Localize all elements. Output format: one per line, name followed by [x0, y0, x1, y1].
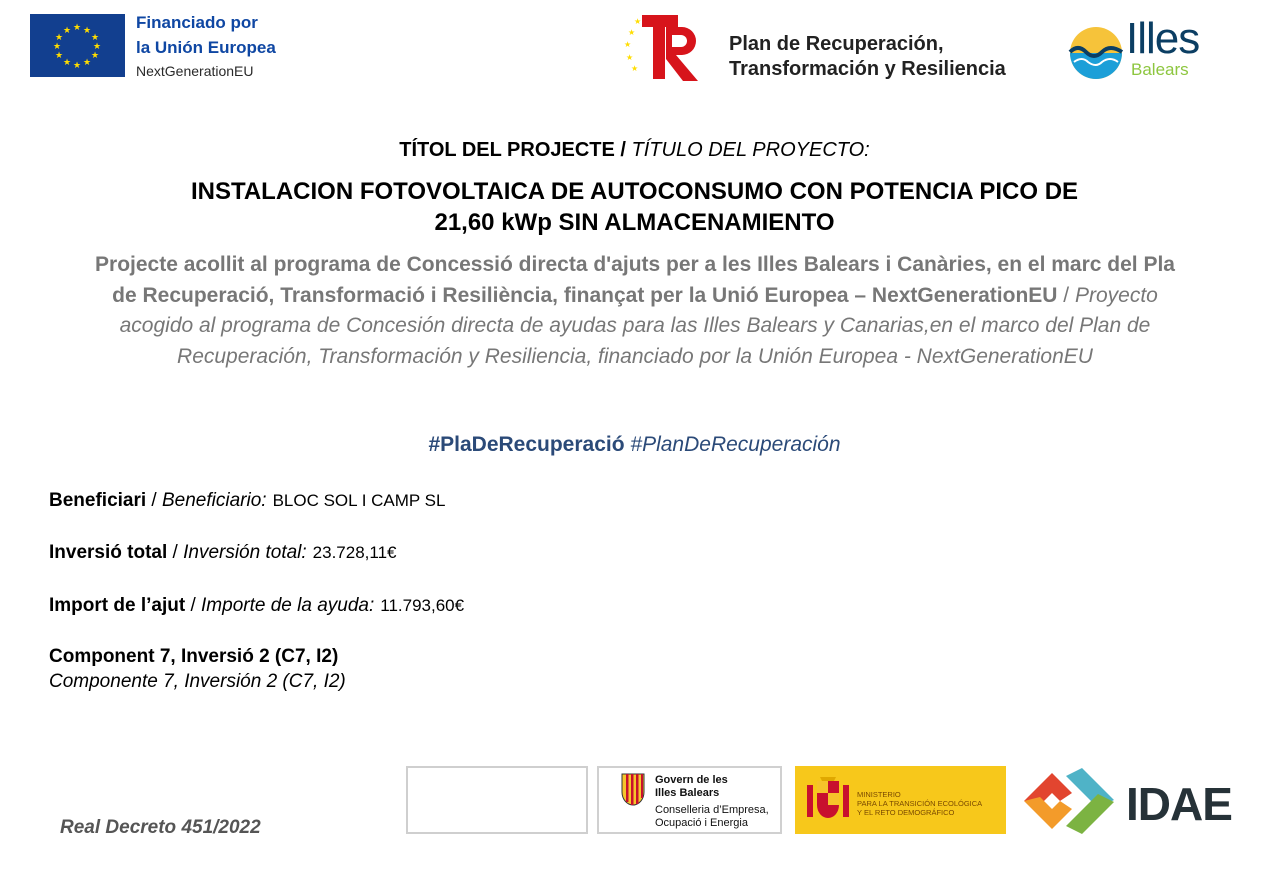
- eu-funding-line1: Financiado por: [136, 13, 258, 32]
- aid-label-es: Importe de la ayuda:: [201, 595, 375, 616]
- hashtag-es: #PlanDeRecuperación: [630, 433, 841, 456]
- recovery-plan-logo-icon: [622, 13, 710, 83]
- eu-funding-line3: NextGenerationEU: [136, 63, 254, 79]
- govern-line4: Ocupació i Energia: [655, 817, 748, 829]
- idae-logo-icon: [1022, 766, 1122, 836]
- program-description: [80, 250, 1190, 372]
- svg-text:★: ★: [82, 26, 92, 36]
- component-ca: Component 7, Inversió 2 (C7, I2): [49, 646, 339, 667]
- project-title-line2: 21,60 kWp SIN ALMACENAMIENTO: [434, 209, 835, 236]
- title-label-separator: /: [614, 139, 632, 161]
- spanish-coat-of-arms-icon: [805, 775, 851, 825]
- illes-balears-subtitle: Balears: [1131, 60, 1189, 79]
- component-es: Componente 7, Inversión 2 (C7, I2): [49, 671, 346, 692]
- investment-value: 23.728,11€: [312, 543, 397, 562]
- svg-text:★: ★: [90, 51, 100, 61]
- svg-text:★: ★: [54, 51, 64, 61]
- idae-wordmark: IDAE: [1126, 778, 1232, 830]
- aid-value: 11.793,60€: [380, 596, 465, 615]
- investment-label-es: Inversión total:: [183, 542, 307, 563]
- govern-line3: Conselleria d’Empresa,: [655, 804, 769, 816]
- illes-balears-title: Illes: [1126, 14, 1200, 63]
- svg-text:★: ★: [92, 42, 102, 52]
- decree-reference: Real Decreto 451/2022: [60, 817, 261, 838]
- aid-row: Import de l’ajut / Importe de la ayuda: 11.793,60€: [49, 595, 465, 616]
- svg-text:★: ★: [72, 23, 82, 33]
- svg-text:★: ★: [626, 53, 634, 62]
- eu-flag-icon: [30, 14, 125, 77]
- beneficiary-row: Beneficiari / Beneficiario: BLOC SOL I CAMP SL: [49, 490, 446, 511]
- project-title-label: [0, 139, 1269, 162]
- svg-text:★: ★: [62, 26, 72, 36]
- investment-label-ca: Inversió total: [49, 542, 168, 563]
- hashtags: [0, 433, 1269, 457]
- svg-text:★: ★: [82, 58, 92, 68]
- govern-line1: Govern de les: [655, 774, 728, 786]
- svg-text:★: ★: [54, 33, 64, 43]
- eu-funding-line2: la Unión Europea: [136, 38, 276, 57]
- svg-text:★: ★: [72, 61, 82, 71]
- svg-text:★: ★: [634, 17, 642, 26]
- govern-illes-balears-logo: [597, 766, 782, 834]
- project-title: [0, 176, 1269, 238]
- hashtag-ca: #PlaDeRecuperació: [428, 433, 625, 456]
- recovery-plan-line2: Transformación y Resiliencia: [729, 58, 1006, 80]
- ministry-line3: Y EL RETO DEMOGRÁFICO: [857, 808, 955, 817]
- ministry-line2: PARA LA TRANSICIÓN ECOLÓGICA: [857, 799, 983, 808]
- svg-text:★: ★: [628, 28, 636, 37]
- aid-label-ca: Import de l’ajut: [49, 595, 186, 616]
- svg-text:★: ★: [52, 42, 62, 52]
- project-title-line1: INSTALACION FOTOVOLTAICA DE AUTOCONSUMO CON POTENCIA PICO DE: [190, 178, 1079, 205]
- investment-row: Inversió total / Inversión total: 23.728,11€: [49, 542, 397, 563]
- svg-text:★: ★: [631, 64, 639, 73]
- title-label-ca: TÍTOL DEL PROJECTE: [399, 139, 615, 161]
- govern-line2: Illes Balears: [655, 787, 720, 799]
- beneficiary-value: BLOC SOL I CAMP SL: [272, 491, 446, 510]
- recovery-plan-line1: Plan de Recuperación,: [729, 33, 944, 55]
- beneficiary-label-ca: Beneficiari: [49, 490, 147, 511]
- svg-text:★: ★: [62, 58, 72, 68]
- illes-balears-logo-icon: [1066, 25, 1128, 81]
- program-description-separator: /: [1057, 283, 1075, 307]
- title-label-es: TÍTULO DEL PROYECTO:: [631, 139, 870, 161]
- beneficiary-label-es: Beneficiario:: [162, 490, 267, 511]
- svg-text:★: ★: [624, 40, 632, 49]
- ministry-logo: [795, 766, 1006, 834]
- program-description-es: Proyecto acogido al programa de Concesión directa de ayudas para las Illes Balears y Canarias,en el marco del Plan de Recuperación, Transformación y Resiliencia, financiado por la Unión Europea - NextGenerationEU: [119, 283, 1158, 368]
- govern-shield-icon: [621, 773, 645, 807]
- empty-logo-box: [406, 766, 588, 834]
- ministry-line1: MINISTERIO: [857, 790, 901, 799]
- svg-text:★: ★: [90, 33, 100, 43]
- program-description-ca: Projecte acollit al programa de Concessió directa d'ajuts per a les Illes Balears i Canàries, en el marc del Pla de Recuperació, Transformació i Resiliència, finançat per la Unió Europea – NextGenerationEU: [95, 253, 1175, 307]
